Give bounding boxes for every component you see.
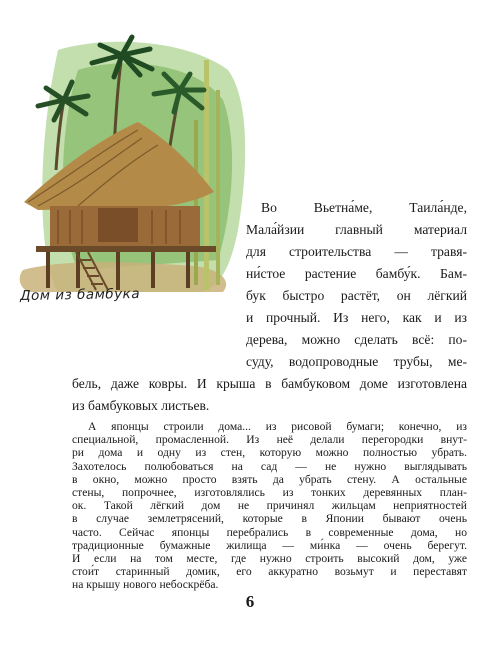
text-line: в окно, можно просто взять да убрать стену. А остальные: [72, 472, 467, 486]
text-line: ни́стое растение бамбу́к. Бам-: [246, 266, 467, 281]
text-line: бель, даже ковры. И крыша в бамбуковом доме изготовлена: [72, 376, 467, 391]
text-line: Мала́йзии главный материал: [246, 222, 467, 237]
text-line: бук быстро растёт, он лёгкий: [246, 288, 467, 303]
text-line: ри дома и одну из стен, которую можно полностью убрать.: [72, 446, 467, 460]
text-line: Во Вьетна́ме, Таила́нде,: [261, 200, 467, 215]
text-line: из бамбуковых листьев.: [72, 398, 210, 413]
text-line: Захотелось полюбоваться на сад — не нужно выглядывать: [72, 459, 467, 473]
text-line: стои́т старинный домик, его аккуратно возьмут и переставят: [72, 565, 467, 579]
text-line: специальной, промасленной. Из неё делали перегородки внут-: [72, 433, 467, 447]
illustration-caption: Дом из бамбука: [19, 285, 141, 305]
text-line: И если на том месте, где нужно строить высокий дом, уже: [72, 552, 467, 565]
text-line: на крышу нового небоскрёба.: [72, 578, 219, 592]
text-line: А японцы строили дома... из рисовой бумаги; конечно, из: [88, 420, 467, 433]
text-line: традиционные бумажные жилища — ми́нка — очень берегут.: [72, 538, 467, 552]
text-line: и прочный. Из него, как и из: [246, 310, 467, 325]
text-line: стены, попрочнее, изготовлялись из тонких деревянных план-: [72, 486, 467, 499]
text-line: часто. Сейчас японцы перебрались в современные дома, но: [72, 525, 467, 539]
bamboo-house-illustration: [18, 30, 254, 330]
bamboo-house-image: [18, 30, 254, 330]
page-number: 6: [245, 592, 255, 611]
text-line: дерева, можно сделать всё: по-: [246, 332, 467, 347]
text-line: суду, водопроводные трубы, ме-: [246, 354, 467, 369]
text-line: для строительства — травя-: [246, 244, 467, 259]
text-line: ок. Такой лёгкий дом не причинял жильцам неприятностей: [72, 499, 467, 513]
text-line: в случае землетрясений, которые в Японии бывают очень: [72, 512, 467, 526]
